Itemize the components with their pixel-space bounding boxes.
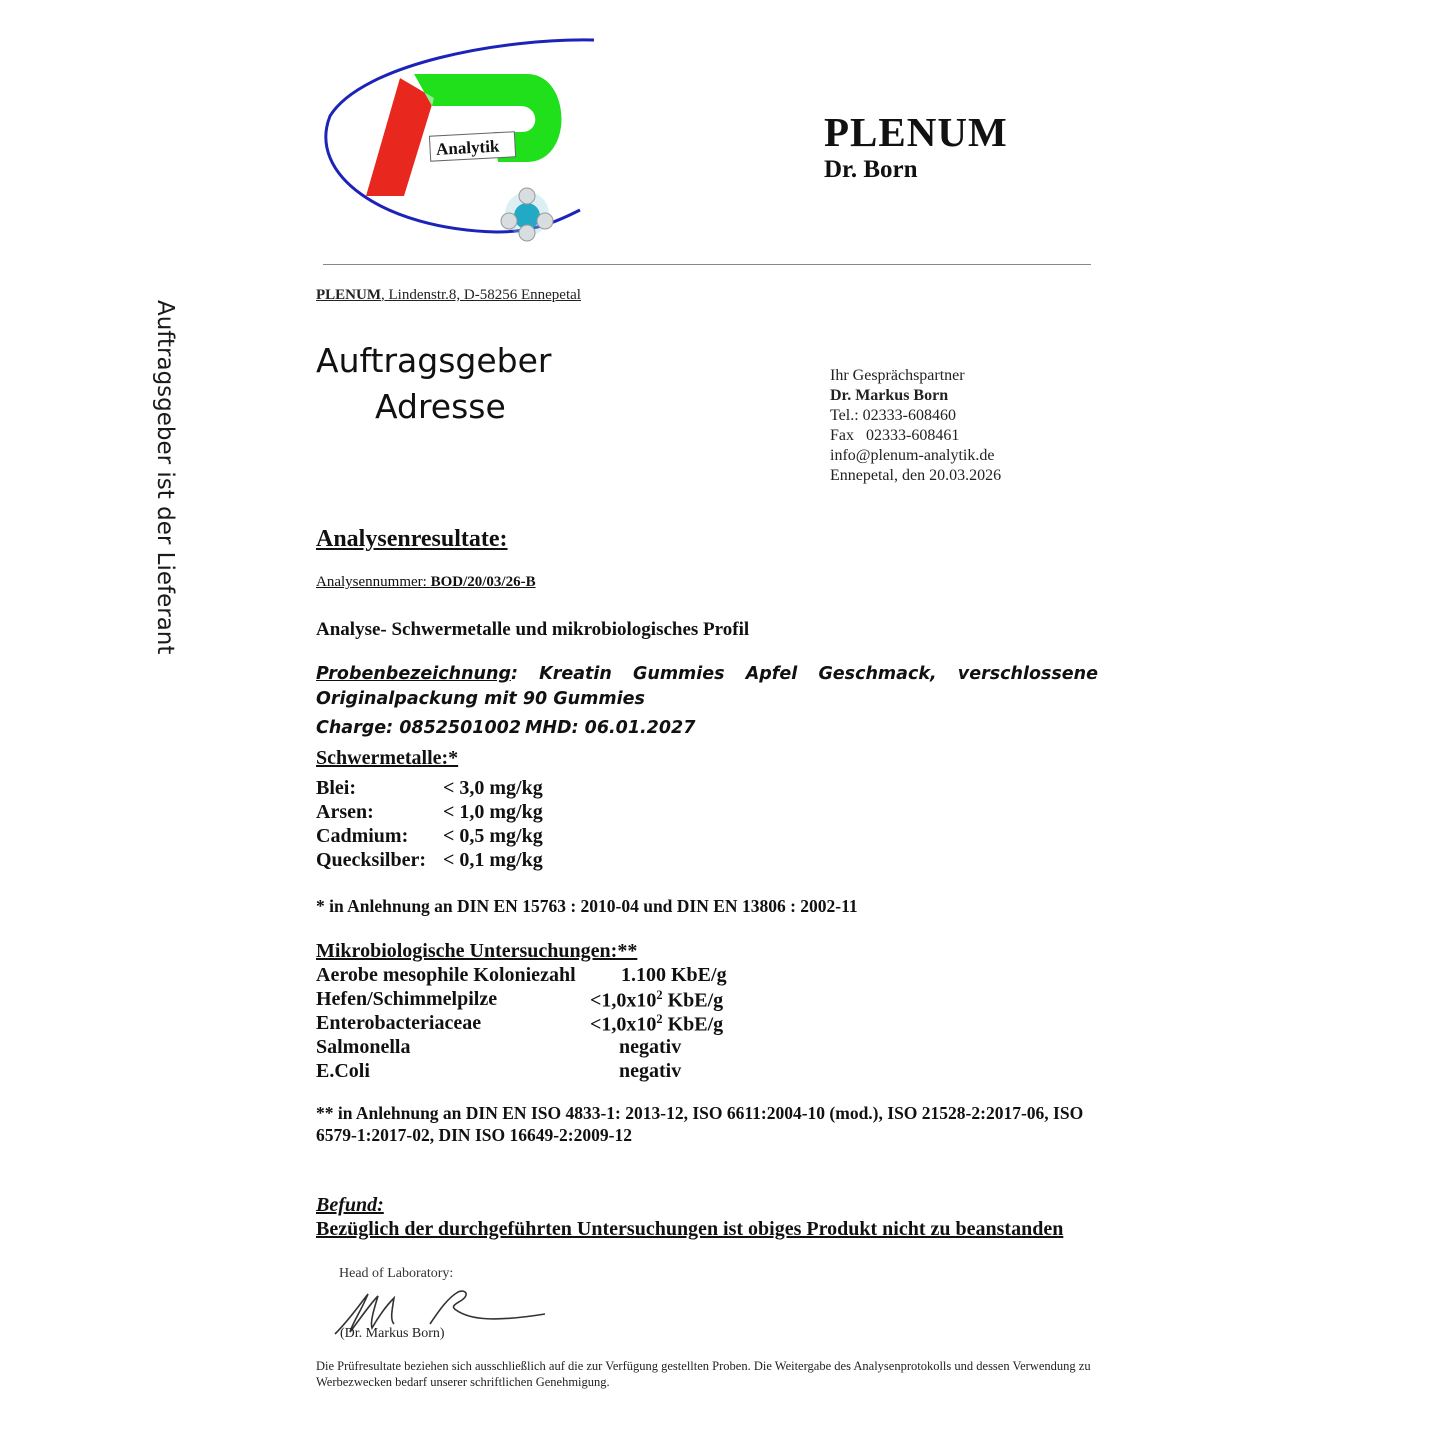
micro-label-ecoli: E.Coli [316,1060,370,1082]
metal-label-lead: Blei: [316,777,356,799]
analysis-number [316,574,536,591]
micro-value-yeast-mold-unit: KbE/g [662,989,724,1012]
contact-email: info@plenum-analytik.de [830,447,995,464]
micro-label-salmonella: Salmonella [316,1036,411,1058]
findings-text: Bezüglich der durchgeführten Untersuchungen ist obiges Produkt nicht zu beanstanden [316,1218,1064,1240]
sender-line [316,287,581,304]
heavy-metals-heading: Schwermetalle:* [316,747,459,769]
metal-value-arsenic: < 1,0 mg/kg [443,801,543,823]
micro-label-enterobacteriaceae: Enterobacteriaceae [316,1012,482,1034]
findings-heading: Befund: [316,1194,384,1216]
results-heading: Analysenresultate: [316,526,508,552]
contact-fax: Fax 02333-608461 [830,427,960,444]
micro-value-yeast-mold-base: <1,0x10 [590,989,657,1012]
header-divider [323,264,1091,265]
analysis-number-label: Analysennummer: [316,574,431,590]
client-address-block [316,338,551,430]
micro-value-entero-base: <1,0x10 [590,1013,657,1036]
sample-text: : Kreatin Gummies Apfel Geschmack, verschlossene Originalpackung mit 90 Gummies [316,664,1098,709]
metal-label-arsenic: Arsen: [316,801,374,823]
signature-head: Head of Laboratory: [339,1266,454,1281]
metal-value-mercury: < 0,1 mg/kg [443,849,543,871]
contact-tel: Tel.: 02333-608460 [830,407,956,424]
side-note: Auftragsgeber ist der Lieferant [152,300,178,655]
analysis-number-value: BOD/20/03/26-B [430,574,536,590]
charge: Charge: 0852501002 [316,718,521,738]
micro-footnote: ** in Anlehnung an DIN EN ISO 4833-1: 2013-12, ISO 6611:2004-10 (mod.), ISO 21528-2:2017-06, ISO 6579-1:2017-02, DIN ISO 16649-2:2009-12 [316,1103,1084,1145]
micro-heading: Mikrobiologische Untersuchungen:** [316,940,638,962]
micro-value-aerobic: 1.100 KbE/g [621,964,727,986]
micro-value-yeast-mold-exponent: 2 [656,988,663,1002]
micro-value-entero-unit: KbE/g [662,1013,724,1036]
micro-value-yeast-mold [590,988,723,1013]
micro-value-entero-exponent: 2 [656,1012,663,1026]
metal-label-mercury: Quecksilber: [316,849,426,871]
sender-name: PLENUM [316,287,381,303]
contact-label: Ihr Gesprächspartner [830,367,965,384]
micro-label-aerobic: Aerobe mesophile Koloniezahl [316,964,576,986]
micro-value-ecoli: negativ [619,1060,682,1082]
logo-text: Analytik [435,136,500,159]
sample-label: Probenbezeichnung [316,664,511,684]
contact-name: Dr. Markus Born [830,387,949,404]
disclaimer: Die Prüfresultate beziehen sich ausschließlich auf die zur Verfügung gestellten Proben. Die Weitergabe des Analysenprotokolls und dessen Verwendung zu Werbezwecken bedarf unserer schriftlichen Genehmigung. [316,1359,1091,1389]
contact-block [830,366,1001,486]
micro-value-enterobacteriaceae [590,1012,723,1037]
metal-label-cadmium: Cadmium: [316,825,409,847]
micro-label-yeast-mold: Hefen/Schimmelpilze [316,988,498,1010]
brand-title: PLENUM [824,109,1008,155]
signature-name: (Dr. Markus Born) [340,1326,445,1341]
plenum-analytik-logo [322,34,602,244]
sender-address: , Lindenstr.8, D-58256 Ennepetal [381,287,581,303]
metal-value-lead: < 3,0 mg/kg [443,777,543,799]
best-before: MHD: 06.01.2027 [525,718,696,738]
client-line-1: Auftragsgeber [316,341,552,380]
contact-place-date: Ennepetal, den 20.03.2026 [830,467,1002,484]
client-line-2: Adresse [375,387,506,426]
brand-subtitle: Dr. Born [824,156,918,183]
metal-value-cadmium: < 0,5 mg/kg [443,825,543,847]
analysis-profile: Analyse- Schwermetalle und mikrobiologisches Profil [316,619,750,640]
sample-description [316,662,1098,712]
micro-value-salmonella: negativ [619,1036,682,1058]
heavy-metals-footnote: * in Anlehnung an DIN EN 15763 : 2010-04 und DIN EN 13806 : 2002-11 [316,896,858,916]
